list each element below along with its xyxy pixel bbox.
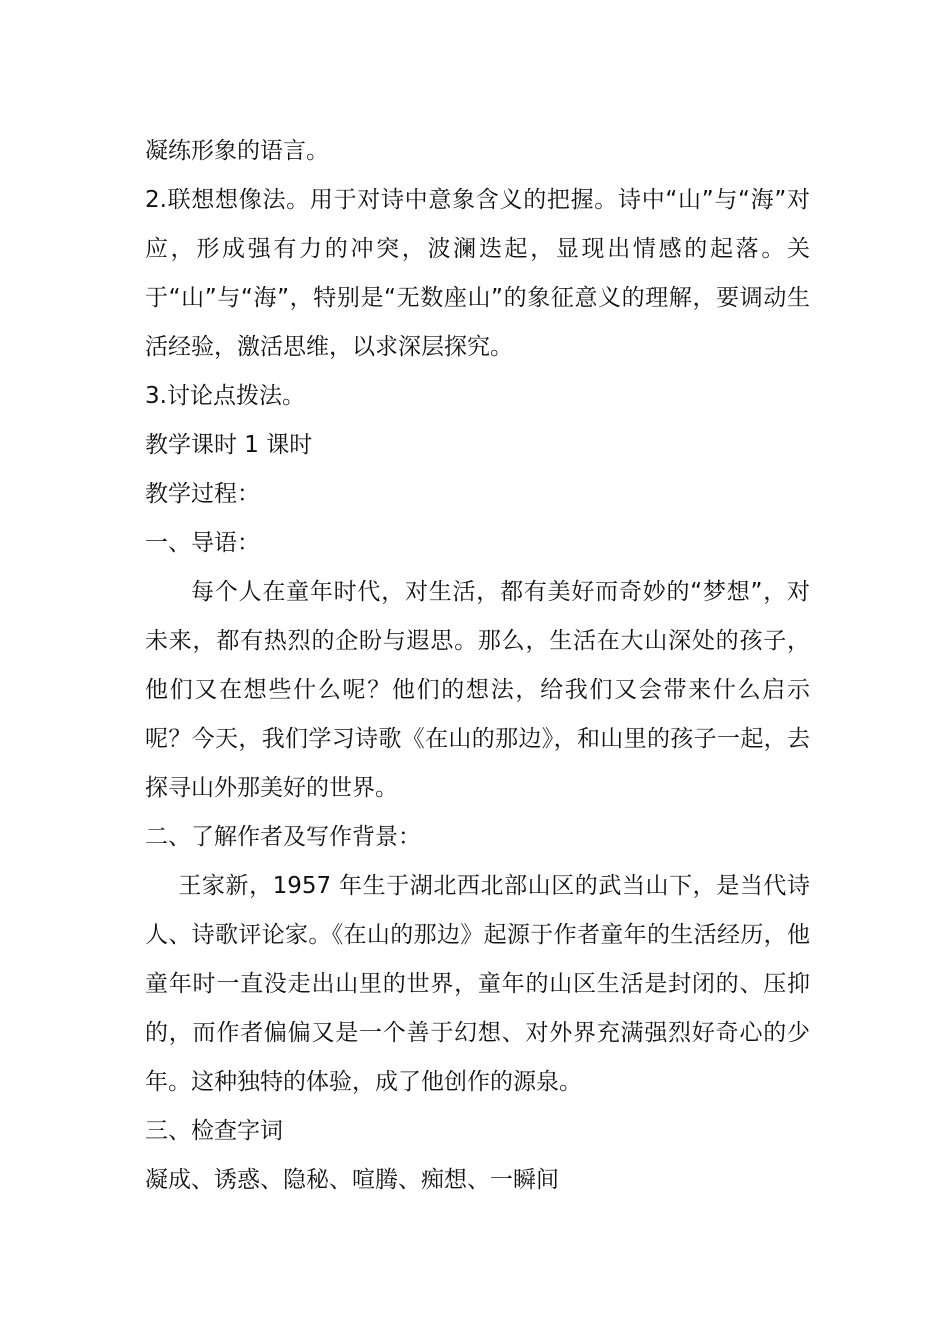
paragraph-process-heading: 教学过程： <box>145 481 260 507</box>
paragraph-vocabulary-list: 凝成、诱惑、隐秘、喧腾、痴想、一瞬间 <box>145 1167 559 1193</box>
paragraph-continuation: 凝练形象的语言。 <box>145 138 329 164</box>
section-heading-vocabulary: 三、检查字词 <box>145 1118 283 1144</box>
paragraph-intro-body: 每个人在童年时代，对生活，都有美好而奇妙的“梦想”，对未来，都有热烈的企盼与遐思。那么，生活在大山深处的孩子，他们又在想些什么呢？他们的想法，给我们又会带来什么启示呢？今天，我们学习诗歌《在山的那边》，和山里的孩子一起，去探寻山外那美好的世界。 <box>145 579 810 801</box>
section-heading-author: 二、了解作者及写作背景： <box>145 824 421 850</box>
paragraph-author-body: 王家新，1957 年生于湖北西北部山区的武当山下，是当代诗人、诗歌评论家。《在山的那边》起源于作者童年的生活经历，他童年时一直没走出山里的世界，童年的山区生活是封闭的、压抑的，而作者偏偏又是一个善于幻想、对外界充满强烈好奇心的少年。这种独特的体验，成了他创作的源泉。 <box>145 873 810 1095</box>
section-heading-intro: 一、导语： <box>145 530 260 556</box>
paragraph-method-2: 2.联想想像法。用于对诗中意象含义的把握。诗中“山”与“海”对应，形成强有力的冲突，波澜迭起，显现出情感的起落。关于“山”与“海”，特别是“无数座山”的象征意义的理解，要调动生活经验，激活思维，以求深层探究。 <box>145 187 810 360</box>
paragraph-method-3: 3.讨论点拨法。 <box>145 383 305 409</box>
paragraph-class-hours: 教学课时 1 课时 <box>145 432 313 458</box>
document-body <box>145 127 810 1205</box>
